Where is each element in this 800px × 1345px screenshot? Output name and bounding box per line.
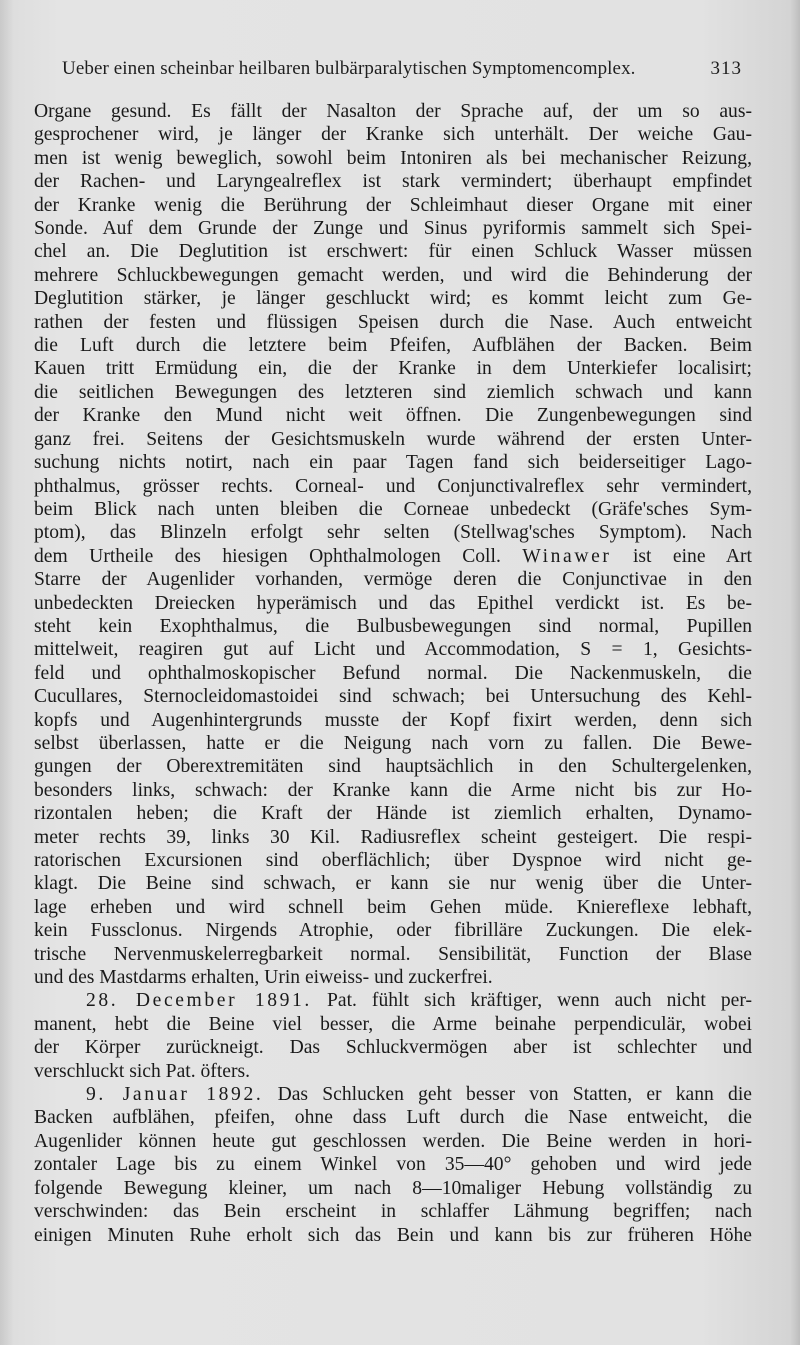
text-line: feld und ophthalmoskopischer Befund normal. Die Nackenmuskeln, die <box>34 662 752 684</box>
text-line: trische Nervenmuskelerregbarkeit normal. Sensibilität, Function der Blase <box>34 943 752 965</box>
text-line: der Kranke den Mund nicht weit öffnen. Die Zungenbewegungen sind <box>34 405 752 427</box>
text-line: Cucullares, Sternocleidomastoidei sind schwach; bei Untersuchung des Kehl- <box>34 686 752 708</box>
running-title: Ueber einen scheinbar heilbaren bulbärparalytischen Symptomencomplex. <box>62 58 636 79</box>
text-line: ratorischen Excursionen sind oberflächlich; über Dyspnoe wird nicht ge- <box>34 850 752 871</box>
text-line: die Luft durch die letztere beim Pfeifen, Aufblähen der Backen. Beim <box>34 335 752 357</box>
text-line: Backen aufblähen, pfeifen, ohne dass Luft durch die Nase entweicht, die <box>34 1107 752 1129</box>
text-line: rizontalen heben; die Kraft der Hände ist ziemlich erhalten, Dynamo- <box>34 803 752 825</box>
page-number: 313 <box>710 58 742 79</box>
text-line: einigen Minuten Ruhe erholt sich das Bein und kann bis zur früheren Höhe <box>34 1224 752 1246</box>
text-line: men ist wenig beweglich, sowohl beim Intoniren als bei mechanischer Reizung, <box>34 147 752 169</box>
text-line: kein Fussclonus. Nirgends Atrophie, oder fibrilläre Zuckungen. Die elek- <box>34 920 752 942</box>
text-line: besonders links, schwach: der Kranke kann die Arme nicht bis zur Ho- <box>34 779 752 801</box>
entry-date: 28. December 1891. <box>86 990 312 1012</box>
text-line: unbedeckten Dreiecken hyperämisch und das Epithel verdickt ist. Es be- <box>34 592 752 614</box>
entry-date: 9. Januar 1892. <box>86 1084 264 1106</box>
text-line-dated-entry <box>34 989 752 1012</box>
text-fragment: ist eine Art <box>632 545 752 567</box>
text-line: chel an. Die Deglutition ist erschwert: für einen Schluck Wasser müssen <box>34 241 752 263</box>
text-line: ptom), das Blinzeln erfolgt sehr selten (Stellwag'sches Symptom). Nach <box>34 522 752 544</box>
text-line: der Rachen- und Laryngealreflex ist stark vermindert; überhaupt empfindet <box>34 171 752 193</box>
text-line: zontaler Lage bis zu einem Winkel von 35—40° gehoben und wird jede <box>34 1154 752 1176</box>
text-line: Deglutition stärker, je länger geschluckt wird; es kommt leicht zum Ge- <box>34 288 752 310</box>
text-line: meter rechts 39, links 30 Kil. Radiusreflex scheint gesteigert. Die respi- <box>34 826 752 848</box>
text-line: gesprochener wird, je länger der Kranke sich unterhält. Der weiche Gau- <box>34 124 752 146</box>
text-line: die seitlichen Bewegungen des letzteren sind ziemlich schwach und kann <box>34 381 752 403</box>
text-fragment: Das Schlucken geht besser von Statten, er kann die <box>277 1084 752 1106</box>
text-fragment: dem Urtheile des hiesigen Ophthalmologen Coll. <box>34 545 501 567</box>
text-line-dated-entry <box>34 1083 752 1106</box>
text-line: ganz frei. Seitens der Gesichtsmuskeln wurde während der ersten Unter- <box>34 428 752 450</box>
text-line: verschwinden: das Bein erscheint in schlaffer Lähmung begriffen; nach <box>34 1201 752 1223</box>
text-line: der Körper zurückneigt. Das Schluckvermögen aber ist schlechter und <box>34 1037 752 1059</box>
text-line: und des Mastdarms erhalten, Urin eiweiss- und zuckerfrei. <box>34 967 493 989</box>
text-line: verschluckt sich Pat. öfters. <box>34 1060 251 1082</box>
text-line: der Kranke wenig die Berührung der Schleimhaut dieser Organe mit einer <box>34 194 752 216</box>
text-line: gungen der Oberextremitäten sind hauptsächlich in den Schultergelenken, <box>34 756 752 778</box>
person-name-spaced: Winawer <box>522 545 612 567</box>
text-line: Sonde. Auf dem Grunde der Zunge und Sinus pyriformis sammelt sich Spei- <box>34 218 752 240</box>
body-text <box>34 100 752 1247</box>
text-line: mittelweit, reagiren gut auf Licht und Accommodation, S = 1, Gesichts- <box>34 639 752 661</box>
text-line: Augenlider können heute gut geschlossen werden. Die Beine werden in hori- <box>34 1130 752 1152</box>
text-line: Kauen tritt Ermüdung ein, die der Kranke in dem Unterkiefer localisirt; <box>34 358 752 380</box>
text-line: manent, hebt die Beine viel besser, die Arme beinahe perpendiculär, wobei <box>34 1013 752 1035</box>
text-line: lage erheben und wird schnell beim Gehen müde. Kniereflexe lebhaft, <box>34 896 752 918</box>
text-line-with-name <box>34 545 752 568</box>
text-line: steht kein Exophthalmus, die Bulbusbewegungen sind normal, Pupillen <box>34 615 752 637</box>
text-line: selbst überlassen, hatte er die Neigung nach vorn zu fallen. Die Bewe- <box>34 732 752 754</box>
text-fragment: Pat. fühlt sich kräftiger, wenn auch nicht per- <box>326 990 752 1012</box>
text-line: beim Blick nach unten bleiben die Corneae unbedeckt (Gräfe'sches Sym- <box>34 498 752 520</box>
text-line: phthalmus, grösser rechts. Corneal- und Conjunctivalreflex sehr vermindert, <box>34 475 752 497</box>
text-line: folgende Bewegung kleiner, um nach 8—10maliger Hebung vollständig zu <box>34 1177 752 1199</box>
text-line: Organe gesund. Es fällt der Nasalton der Sprache auf, der um so aus- <box>34 101 752 122</box>
text-line: klagt. Die Beine sind schwach, er kann sie nur wenig über die Unter- <box>34 873 752 895</box>
text-line: rathen der festen und flüssigen Speisen durch die Nase. Auch entweicht <box>34 311 752 333</box>
text-line: mehrere Schluckbewegungen gemacht werden, und wird die Behinderung der <box>34 264 752 286</box>
text-line: kopfs und Augenhintergrunds musste der Kopf fixirt werden, denn sich <box>34 709 752 731</box>
text-line: Starre der Augenlider vorhanden, vermöge deren die Conjunctivae in den <box>34 569 752 591</box>
text-line: suchung nichts notirt, nach ein paar Tagen fand sich beiderseitiger Lago- <box>34 452 752 474</box>
running-header <box>62 58 742 84</box>
